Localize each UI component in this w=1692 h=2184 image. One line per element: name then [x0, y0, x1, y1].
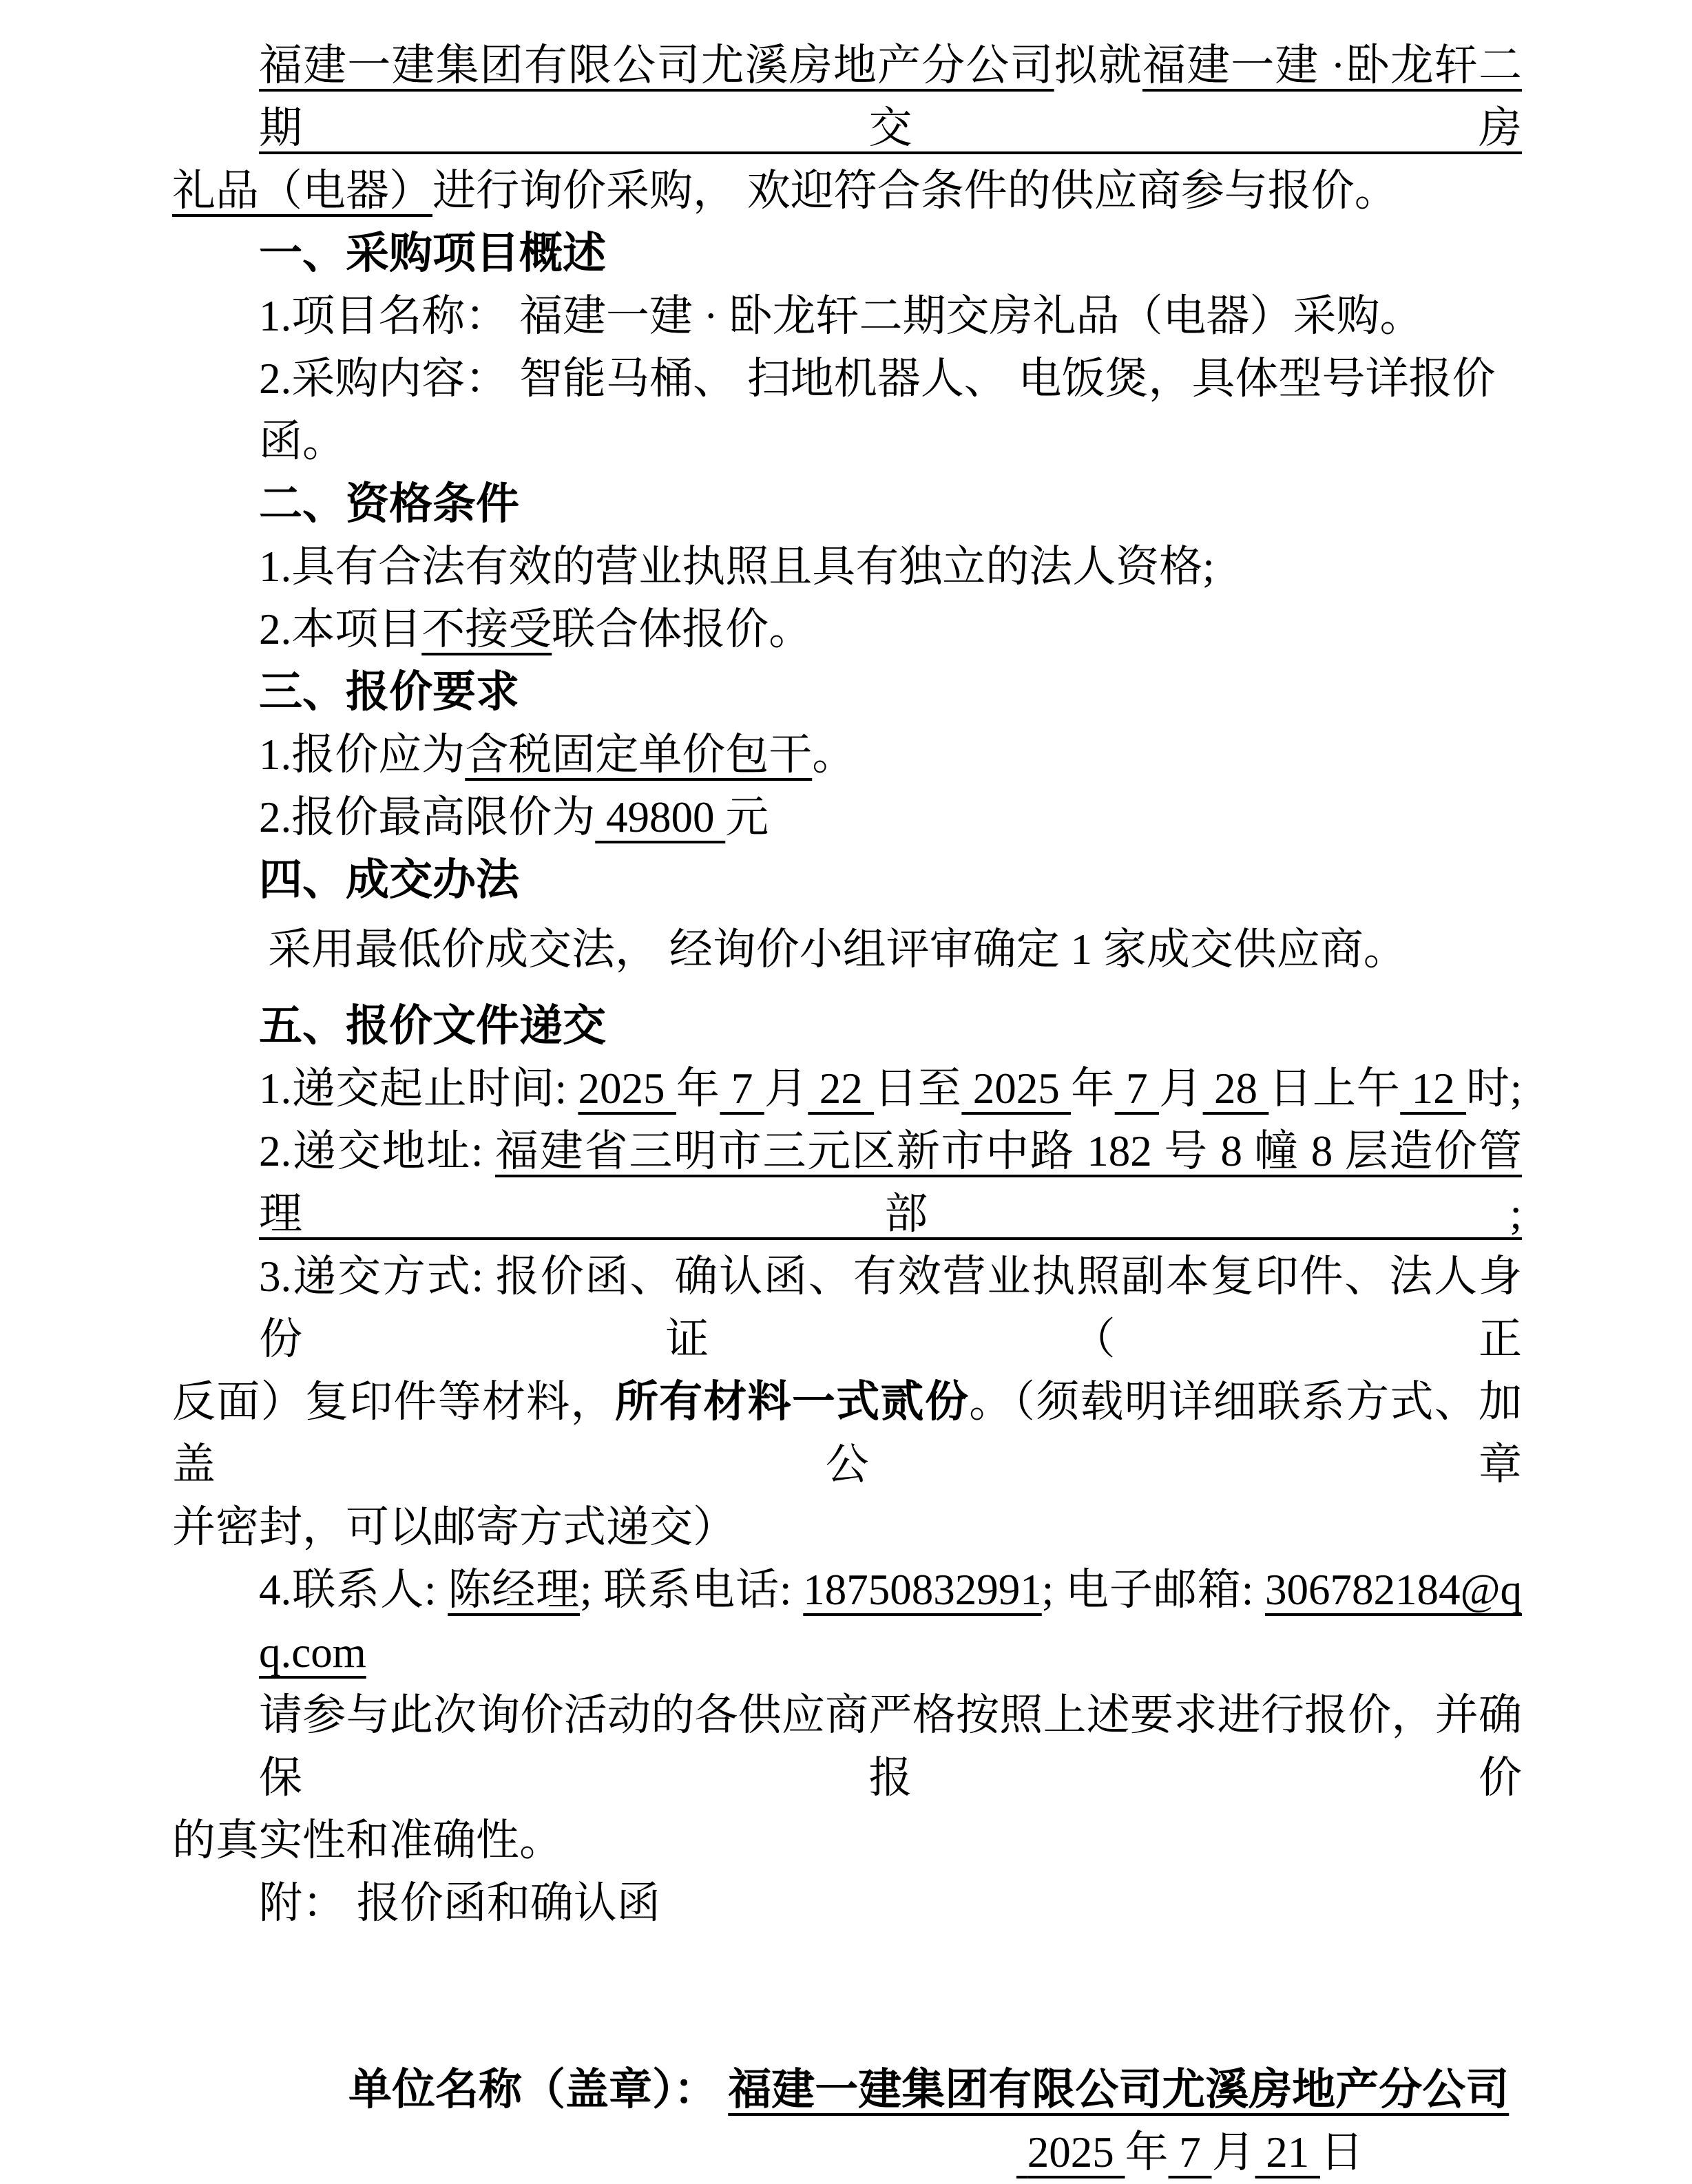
section-3-item-1-seg-1: 含税固定单价包干	[465, 731, 813, 779]
section-5-item-1-seg-9: 7	[1114, 1064, 1159, 1113]
section-5-item-1-seg-2: 年	[676, 1064, 720, 1113]
intro-line-1-seg-0: 福建一建集团有限公司尤溪房地产分公司	[259, 41, 1054, 90]
section-5-item-3-line-3-seg-0: 并密封，可以邮寄方式递交）	[172, 1503, 736, 1551]
section-5-item-1-seg-14: 时;	[1465, 1064, 1523, 1113]
section-5-item-4-seg-0: 4.联系人:	[259, 1566, 448, 1614]
section-2-item-2-seg-1: 不接受	[421, 605, 552, 653]
closing-line-1-seg-0: 请参与此次询价活动的各供应商严格按照上述要求进行报价，并确保报价	[259, 1691, 1522, 1802]
closing-line-1	[172, 1684, 1522, 1809]
section-5-item-1-seg-11: 28	[1202, 1064, 1269, 1113]
closing-line-2-seg-0: 的真实性和准确性。	[172, 1816, 563, 1865]
intro-line-1-seg-1: 拟就	[1054, 41, 1142, 90]
section-3-item-2-seg-0: 2.报价最高限价为	[259, 793, 596, 841]
section-1-heading-seg-0: 一、采购项目概述	[259, 229, 606, 277]
section-5-item-3-line-2	[172, 1371, 1522, 1496]
intro-line-2-seg-1: 进行询价采购， 欢迎符合条件的供应商参与报价。	[432, 167, 1398, 215]
intro-line-2-seg-0: 礼品（电器）	[172, 167, 432, 215]
section-1-item-1-seg-0: 1.项目名称： 福建一建 · 卧龙轩二期交房礼品（电器）采购。	[259, 292, 1423, 340]
section-4-heading-seg-0: 四、成交办法	[259, 856, 519, 904]
section-5-item-4-seg-2: ; 联系电话:	[580, 1566, 804, 1614]
section-5-item-1	[172, 1058, 1522, 1120]
section-2-item-1	[172, 536, 1522, 598]
section-4-paragraph	[172, 918, 1522, 981]
section-3-item-2	[172, 786, 1522, 849]
section-5-item-2	[172, 1120, 1522, 1246]
section-5-item-1-seg-3: 7	[720, 1064, 764, 1113]
attachment-line-seg-0: 附： 报价函和确认函	[259, 1879, 660, 1927]
section-5-item-3-line-3	[172, 1496, 1522, 1559]
section-2-item-2	[172, 598, 1522, 661]
section-1-item-2-seg-0: 2.采购内容： 智能马桶、 扫地机器人、 电饭煲，具体型号详报价函。	[259, 355, 1496, 465]
section-5-heading-seg-0: 五、报价文件递交	[259, 1002, 606, 1050]
section-3-heading	[172, 661, 1522, 724]
section-5-item-4-seg-5: 306782184@qq.com	[259, 1566, 1522, 1677]
section-5-item-4-seg-4: ; 电子邮箱:	[1041, 1566, 1265, 1614]
section-5-item-1-seg-6: 日至	[874, 1064, 962, 1113]
section-3-item-1-seg-0: 1.报价应为	[259, 731, 466, 779]
section-5-item-3-line-2-seg-2: 。（须载明详细联系方式、加盖公章	[172, 1378, 1523, 1489]
section-1-item-2	[172, 348, 1522, 473]
section-2-item-2-seg-2: 联合体报价。	[552, 605, 813, 653]
section-5-item-1-seg-12: 日上午	[1268, 1064, 1401, 1113]
section-5-item-1-seg-8: 年	[1071, 1064, 1115, 1113]
section-5-item-1-seg-13: 12	[1400, 1064, 1466, 1113]
signature-unit-line-seg-0: 单位名称（盖章）：	[348, 2066, 729, 2114]
signature-unit-line-seg-1: 福建一建集团有限公司尤溪房地产分公司	[728, 2066, 1510, 2114]
signature-date-line-seg-3: 月	[1211, 2128, 1255, 2176]
section-2-item-1-seg-0: 1.具有合法有效的营业执照且具有独立的法人资格;	[259, 543, 1215, 591]
section-3-item-2-seg-1: 49800	[595, 793, 726, 841]
section-5-item-1-seg-5: 22	[808, 1064, 875, 1113]
signature-unit-line	[172, 2059, 1522, 2121]
section-5-item-4-seg-1: 陈经理	[448, 1566, 581, 1614]
document-content	[172, 34, 1522, 2184]
section-5-heading	[172, 995, 1522, 1058]
signature-date-line-seg-5: 日	[1320, 2128, 1364, 2176]
section-2-heading	[172, 473, 1522, 536]
signature-date-line-seg-0: 2025	[1016, 2128, 1125, 2176]
section-5-item-4	[172, 1559, 1522, 1684]
section-1-heading	[172, 222, 1522, 285]
section-5-item-2-seg-1: 福建省三明市三元区新市中路 182 号 8 幢 8 层造价管理部;	[259, 1127, 1523, 1238]
section-5-item-3-line-1	[172, 1246, 1522, 1371]
section-3-item-1	[172, 724, 1522, 786]
attachment-line	[172, 1872, 1522, 1935]
section-5-item-1-seg-7: 2025	[961, 1064, 1072, 1113]
section-5-item-3-line-1-seg-0: 3.递交方式: 报价函、确认函、有效营业执照副本复印件、法人身份证（正	[259, 1252, 1522, 1363]
section-4-paragraph-seg-0: 采用最低价成交法， 经询价小组评审确定 1 家成交供应商。	[268, 925, 1407, 974]
section-3-heading-seg-0: 三、报价要求	[259, 668, 519, 716]
section-3-item-1-seg-2: 。	[812, 731, 856, 779]
intro-line-1-seg-2: 福建一建 ·卧龙轩二期交房	[259, 41, 1523, 152]
section-2-heading-seg-0: 二、资格条件	[259, 480, 519, 528]
section-5-item-2-seg-0: 2.递交地址:	[259, 1127, 496, 1175]
signature-date-line-seg-1: 年	[1125, 2128, 1169, 2176]
section-5-item-3-line-2-seg-1: 所有材料一式贰份	[614, 1378, 970, 1426]
section-5-item-1-seg-4: 月	[764, 1064, 808, 1113]
section-3-item-2-seg-2: 元	[725, 793, 769, 841]
section-1-item-1	[172, 285, 1522, 348]
section-4-heading	[172, 849, 1522, 912]
section-2-item-2-seg-0: 2.本项目	[259, 605, 422, 653]
signature-date-line	[172, 2121, 1522, 2184]
intro-line-1	[172, 34, 1522, 160]
intro-line-2	[172, 160, 1522, 222]
section-5-item-4-seg-3: 18750832991	[803, 1566, 1042, 1614]
signature-date-line-seg-4: 21	[1255, 2128, 1320, 2176]
section-5-item-3-line-2-seg-0: 反面）复印件等材料，	[172, 1378, 615, 1426]
closing-line-2	[172, 1809, 1522, 1872]
section-5-item-1-seg-1: 2025	[578, 1064, 676, 1113]
section-5-item-1-seg-0: 1.递交起止时间:	[259, 1064, 578, 1113]
signature-date-line-seg-2: 7	[1168, 2128, 1212, 2176]
section-5-item-1-seg-10: 月	[1158, 1064, 1203, 1113]
